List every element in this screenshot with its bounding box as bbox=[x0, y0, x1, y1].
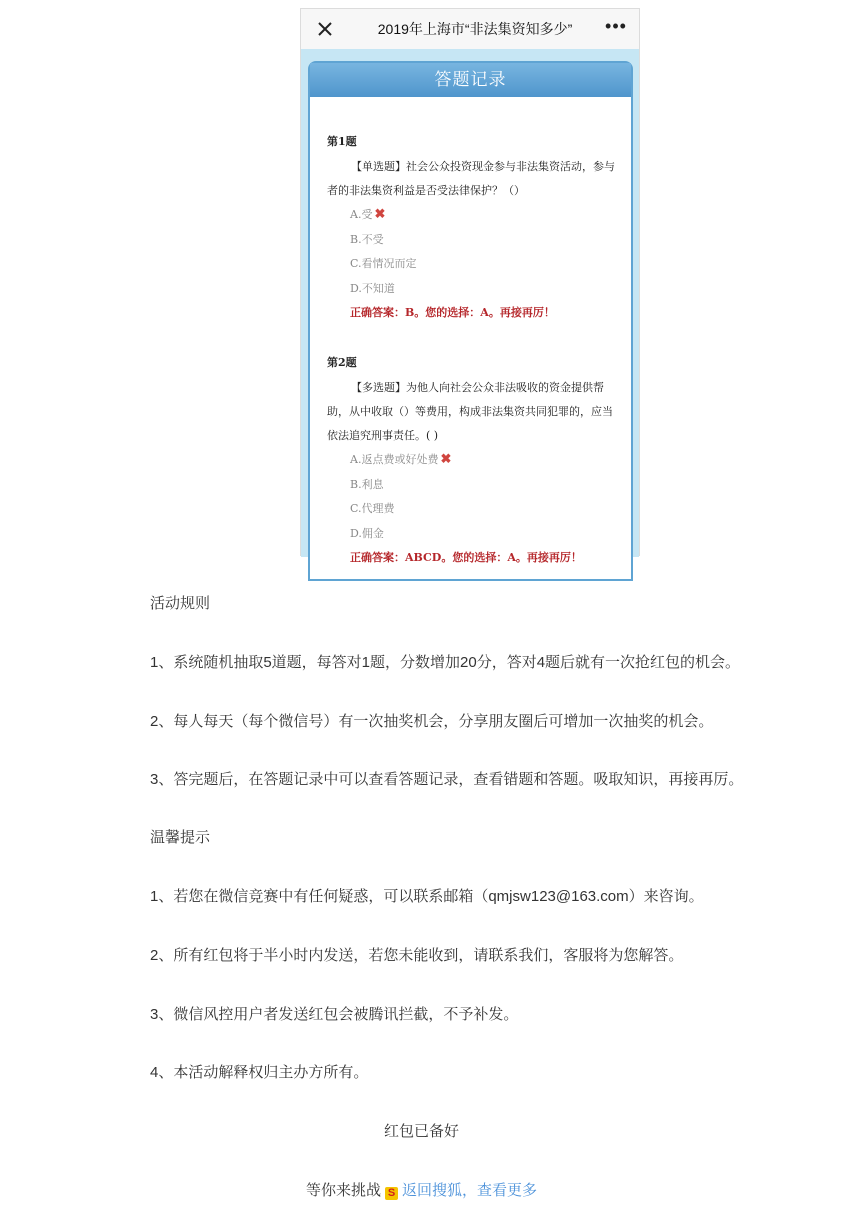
rule-item: 2、每人每天（每个微信号）有一次抽奖机会，分享朋友圈后可增加一次抽奖的机会。 bbox=[150, 713, 714, 730]
correct-answer-note: 正确答案：B。您的选择：A。再接再厉！ bbox=[350, 306, 555, 319]
question-number: 第2题 bbox=[327, 356, 357, 369]
challenge-text: 等你来挑战 bbox=[305, 1182, 381, 1199]
option-c[interactable] bbox=[327, 497, 622, 522]
question-2 bbox=[327, 354, 622, 570]
rule-item: 3、答完题后，在答题记录中可以查看答题记录，查看错题和答题。吸取知识，再接再厉。 bbox=[150, 771, 744, 788]
option-a[interactable] bbox=[327, 448, 622, 473]
correct-answer-note: 正确答案：ABCD。您的选择：A。再接再厉！ bbox=[350, 551, 582, 564]
footer-line bbox=[0, 1179, 843, 1200]
option-label: B.不受 bbox=[350, 232, 384, 246]
sohu-logo-icon: S bbox=[385, 1187, 398, 1200]
question-text: 【单选题】社会公众投资现金参与非法集资活动，参与者的非法集资利益是否受法律保护？（） bbox=[327, 160, 615, 197]
question-text: 【多选题】为他人向社会公众非法吸收的资金提供帮助，从中收取（）等费用，构成非法集资共同犯罪的，应当依法追究刑事责任。( ) bbox=[327, 381, 613, 442]
closing-line: 红包已备好 bbox=[383, 1123, 459, 1140]
tip-item: 2、所有红包将于半小时内发送，若您未能收到，请联系我们，客服将为您解答。 bbox=[150, 947, 684, 964]
rules-heading: 活动规则 bbox=[150, 595, 211, 612]
wrong-mark-icon: ✖ bbox=[374, 207, 386, 222]
quiz-screenshot bbox=[300, 8, 640, 564]
tips-heading: 温馨提示 bbox=[150, 829, 211, 846]
more-options-icon[interactable]: ••• bbox=[605, 16, 627, 36]
option-b[interactable] bbox=[327, 228, 622, 253]
wechat-page-title: 2019年上海市“非法集资知多少” bbox=[377, 21, 573, 37]
answer-record-title: 答题记录 bbox=[310, 63, 631, 97]
option-label: D.不知道 bbox=[350, 281, 395, 295]
option-d[interactable] bbox=[327, 522, 622, 547]
option-label: D.佣金 bbox=[350, 526, 384, 540]
rule-item: 1、系统随机抽取5道题，每答对1题，分数增加20分，答对4题后就有一次抢红包的机会。 bbox=[150, 654, 741, 671]
option-label: B.利息 bbox=[350, 477, 384, 491]
option-label: C.看情况而定 bbox=[350, 257, 417, 270]
back-to-sohu-link[interactable]: 返回搜狐，查看更多 bbox=[402, 1182, 538, 1199]
tip-item: 4、本活动解释权归主办方所有。 bbox=[150, 1064, 369, 1081]
option-label: C.代理费 bbox=[350, 502, 395, 515]
tip-item: 1、若您在微信竞赛中有任何疑惑，可以联系邮箱（qmjsw123@163.com）来咨询。 bbox=[150, 888, 704, 905]
option-b[interactable] bbox=[327, 473, 622, 498]
tip-item: 3、微信风控用户者发送红包会被腾讯拦截，不予补发。 bbox=[150, 1006, 519, 1023]
wechat-title-bar bbox=[301, 9, 639, 50]
option-a[interactable] bbox=[327, 203, 622, 228]
record-frame bbox=[301, 49, 639, 564]
option-c[interactable] bbox=[327, 252, 622, 277]
question-number: 第1题 bbox=[327, 135, 357, 148]
question-1 bbox=[327, 133, 622, 325]
option-label: A.受 bbox=[350, 208, 373, 221]
close-icon[interactable] bbox=[313, 17, 337, 41]
option-d[interactable] bbox=[327, 277, 622, 302]
answer-record-card bbox=[308, 61, 633, 581]
option-label: A.返点费或好处费 bbox=[350, 453, 439, 466]
wrong-mark-icon: ✖ bbox=[440, 452, 452, 467]
